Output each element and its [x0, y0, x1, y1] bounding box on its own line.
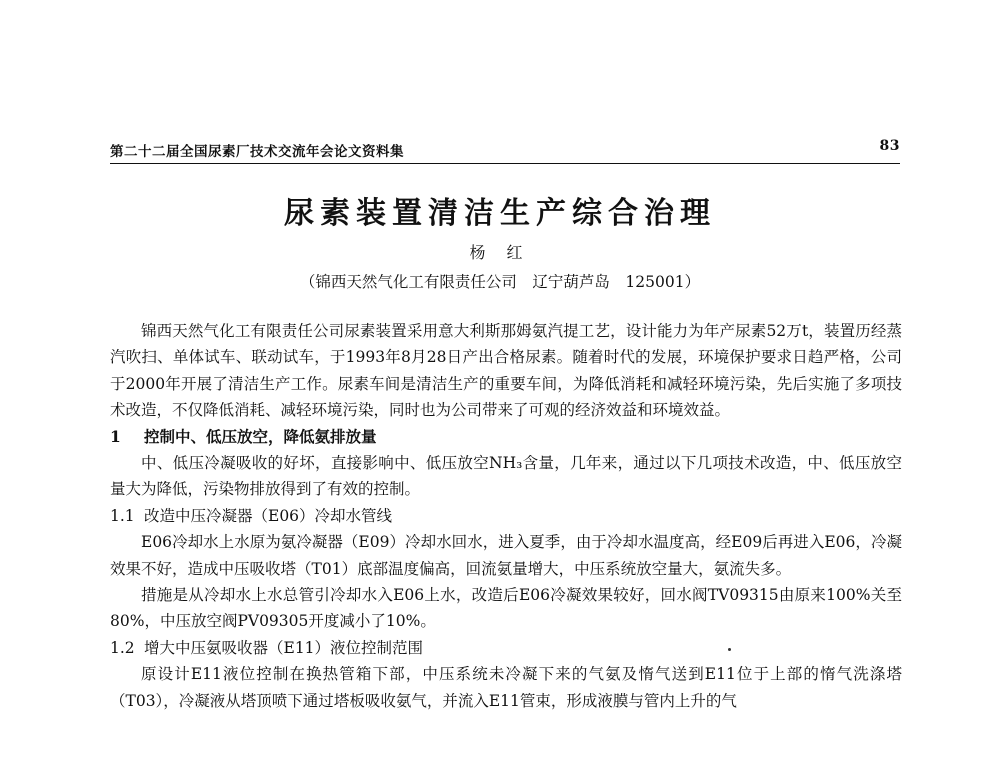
section-1-1-paragraph-1: E06冷却水上水原为氨冷凝器（E09）冷却水回水，进入夏季，由于冷却水温度高，经E09后再进入E06，冷凝效果不好，造成中压吸收塔（T01）底部温度偏高，回流氨量增大，中压系统放空量大，氨流失多。 [110, 533, 902, 578]
paper-body [110, 318, 902, 714]
section-1-1-heading [110, 503, 902, 529]
section-number: 1 [110, 426, 121, 446]
section-number: 1.1 [110, 506, 135, 525]
section-1-2-heading [110, 635, 902, 661]
section-title: 控制中、低压放空，降低氨排放量 [144, 426, 377, 446]
section-title: 增大中压氨吸收器（E11）液位控制范围 [144, 638, 424, 657]
section-1-2-paragraph: 原设计E11液位控制在换热管箱下部，中压系统未冷凝下来的气氨及惰气送到E11位于上部的惰气洗涤塔（T03），冷凝液从塔顶喷下通过塔板吸收氨气，并流入E11管束，形成液膜与管内上升的气 [110, 665, 902, 710]
paper-title: 尿素装置清洁生产综合治理 [284, 196, 716, 231]
section-number: 1.2 [110, 638, 135, 657]
intro-paragraph: 锦西天然气化工有限责任公司尿素装置采用意大利斯那姆氨汽提工艺，设计能力为年产尿素52万t，装置历经蒸汽吹扫、单体试车、联动试车，于1993年8月28日产出合格尿素。随着时代的发展，环境保护要求日趋严格，公司于2000年开展了清洁生产工作。尿素车间是清洁生产的重要车间，为降低消耗和减轻环境污染，先后实施了多项技术改造，不仅降低消耗、减轻环境污染，同时也为公司带来了可观的经济效益和环境效益。 [110, 322, 902, 420]
author: 杨 红 [469, 243, 531, 262]
header-rule [110, 163, 900, 164]
page-number: 83 [879, 138, 900, 154]
section-1-1-paragraph-2: 措施是从冷却水上水总管引冷却水入E06上水，改造后E06冷凝效果较好，回水阀TV09315由原来100%关至80%，中压放空阀PV09305开度减小了10%。 [110, 586, 902, 631]
section-1-paragraph: 中、低压冷凝吸收的好坏，直接影响中、低压放空NH₃含量，几年来，通过以下几项技术改造，中、低压放空量大为降低，污染物排放得到了有效的控制。 [110, 454, 902, 499]
scan-speck [728, 648, 731, 651]
section-title: 改造中压冷凝器（E06）冷却水管线 [144, 506, 393, 525]
collection-title: 第二十二届全国尿素厂技术交流年会论文资料集 [110, 144, 404, 160]
section-1-heading [110, 424, 902, 450]
running-header [110, 140, 900, 160]
affiliation: （锦西天然气化工有限责任公司 辽宁葫芦岛 125001） [299, 273, 701, 291]
